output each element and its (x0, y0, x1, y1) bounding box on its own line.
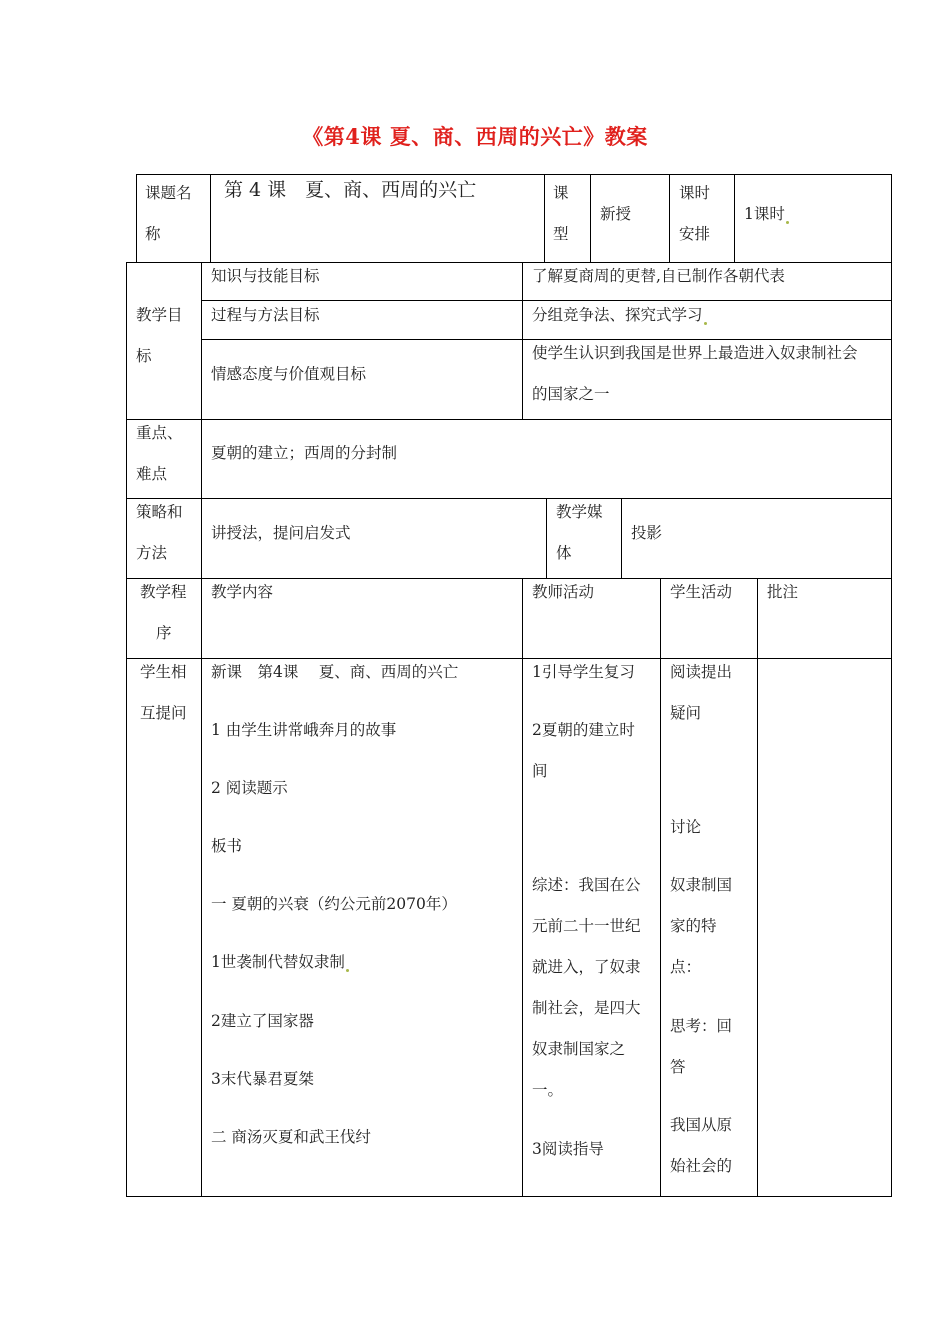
media-label-1: 教学媒 (556, 503, 603, 521)
content-line: 板书 (211, 837, 243, 855)
page-title: 《第4课 夏、商、西周的兴亡》教案 (302, 124, 648, 149)
teacher-line: 奴隶制国家之 (532, 1040, 626, 1058)
student-line: 疑问 (670, 704, 702, 722)
objective-value: 的国家之一 (532, 385, 610, 403)
objective-value: 分组竞争法、探究式学习 (532, 305, 707, 325)
column-student: 学生活动 (670, 583, 733, 601)
teacher-line: 3阅读指导 (532, 1140, 604, 1158)
student-line: 奴隶制国 (670, 876, 733, 894)
student-line: 点： (670, 958, 702, 976)
objective-name: 情感态度与价值观目标 (211, 365, 367, 383)
column-content: 教学内容 (211, 583, 274, 601)
type-label-1: 课 (553, 184, 569, 202)
student-line: 阅读提出 (670, 663, 733, 681)
column-teacher: 教师活动 (532, 583, 595, 601)
student-line: 家的特 (670, 917, 717, 935)
content-line: 2建立了国家器 (211, 1012, 314, 1030)
topic-value: 第 4 课 夏、商、西周的兴亡 (224, 179, 477, 201)
student-line: 我国从原 (670, 1116, 733, 1134)
objective-value: 了解夏商周的更替,自已制作各朝代表 (532, 267, 785, 285)
teacher-line: 2夏朝的建立时 (532, 721, 635, 739)
objective-name: 知识与技能目标 (211, 267, 320, 285)
content-line: 二 商汤灭夏和武王伐纣 (211, 1128, 371, 1146)
media-value: 投影 (631, 524, 663, 542)
column-note: 批注 (767, 583, 799, 601)
strategy-label-1: 策略和 (136, 503, 183, 521)
keypoints-value: 夏朝的建立；西周的分封制 (211, 444, 398, 462)
topic-label-2: 称 (145, 225, 161, 243)
content-line: 3末代暴君夏桀 (211, 1070, 314, 1088)
row-label-1: 学生相 (140, 663, 187, 681)
content-line: 一 夏朝的兴衰（约公元前2070年） (211, 895, 457, 913)
period-value: 1课时 (744, 204, 789, 224)
objective-name: 过程与方法目标 (211, 306, 320, 324)
student-line: 答 (670, 1058, 686, 1076)
student-line: 始社会的 (670, 1157, 733, 1175)
content-line: 2 阅读题示 (211, 779, 288, 797)
student-line: 讨论 (670, 818, 702, 836)
objective-value: 使学生认识到我国是世界上最造进入奴隶制社会 (532, 344, 858, 362)
period-label-2: 安排 (679, 225, 711, 243)
keypoints-label-1: 重点、 (136, 424, 183, 442)
procedure-label-1: 教学程 (140, 583, 187, 601)
keypoints-label-2: 难点 (136, 465, 168, 483)
topic-label-1: 课题名 (145, 184, 192, 202)
media-label-2: 体 (556, 544, 572, 562)
content-line: 1 由学生讲常峨奔月的故事 (211, 721, 397, 739)
student-line: 思考：回 (670, 1017, 733, 1035)
row-label-2: 互提问 (140, 704, 187, 722)
period-label-1: 课时 (679, 184, 711, 202)
content-line: 1世袭制代替奴隶制 (211, 952, 349, 972)
teacher-line: 元前二十一世纪 (532, 917, 641, 935)
strategy-value: 讲授法，提问启发式 (211, 524, 351, 542)
procedure-label-2: 序 (156, 624, 172, 642)
teacher-line: 制社会，是四大 (532, 999, 641, 1017)
objectives-label-2: 标 (136, 347, 152, 365)
strategy-label-2: 方法 (136, 544, 168, 562)
type-value: 新授 (600, 205, 632, 223)
type-label-2: 型 (553, 225, 569, 243)
teacher-line: 就进入，了奴隶 (532, 958, 641, 976)
teacher-line: 综述：我国在公 (532, 876, 641, 894)
teacher-line: 一。 (532, 1081, 564, 1099)
objectives-label-1: 教学目 (136, 306, 183, 324)
teacher-line: 1引导学生复习 (532, 663, 635, 681)
content-line: 新课 第4课 夏、商、西周的兴亡 (211, 663, 459, 681)
teacher-line: 间 (532, 762, 548, 780)
